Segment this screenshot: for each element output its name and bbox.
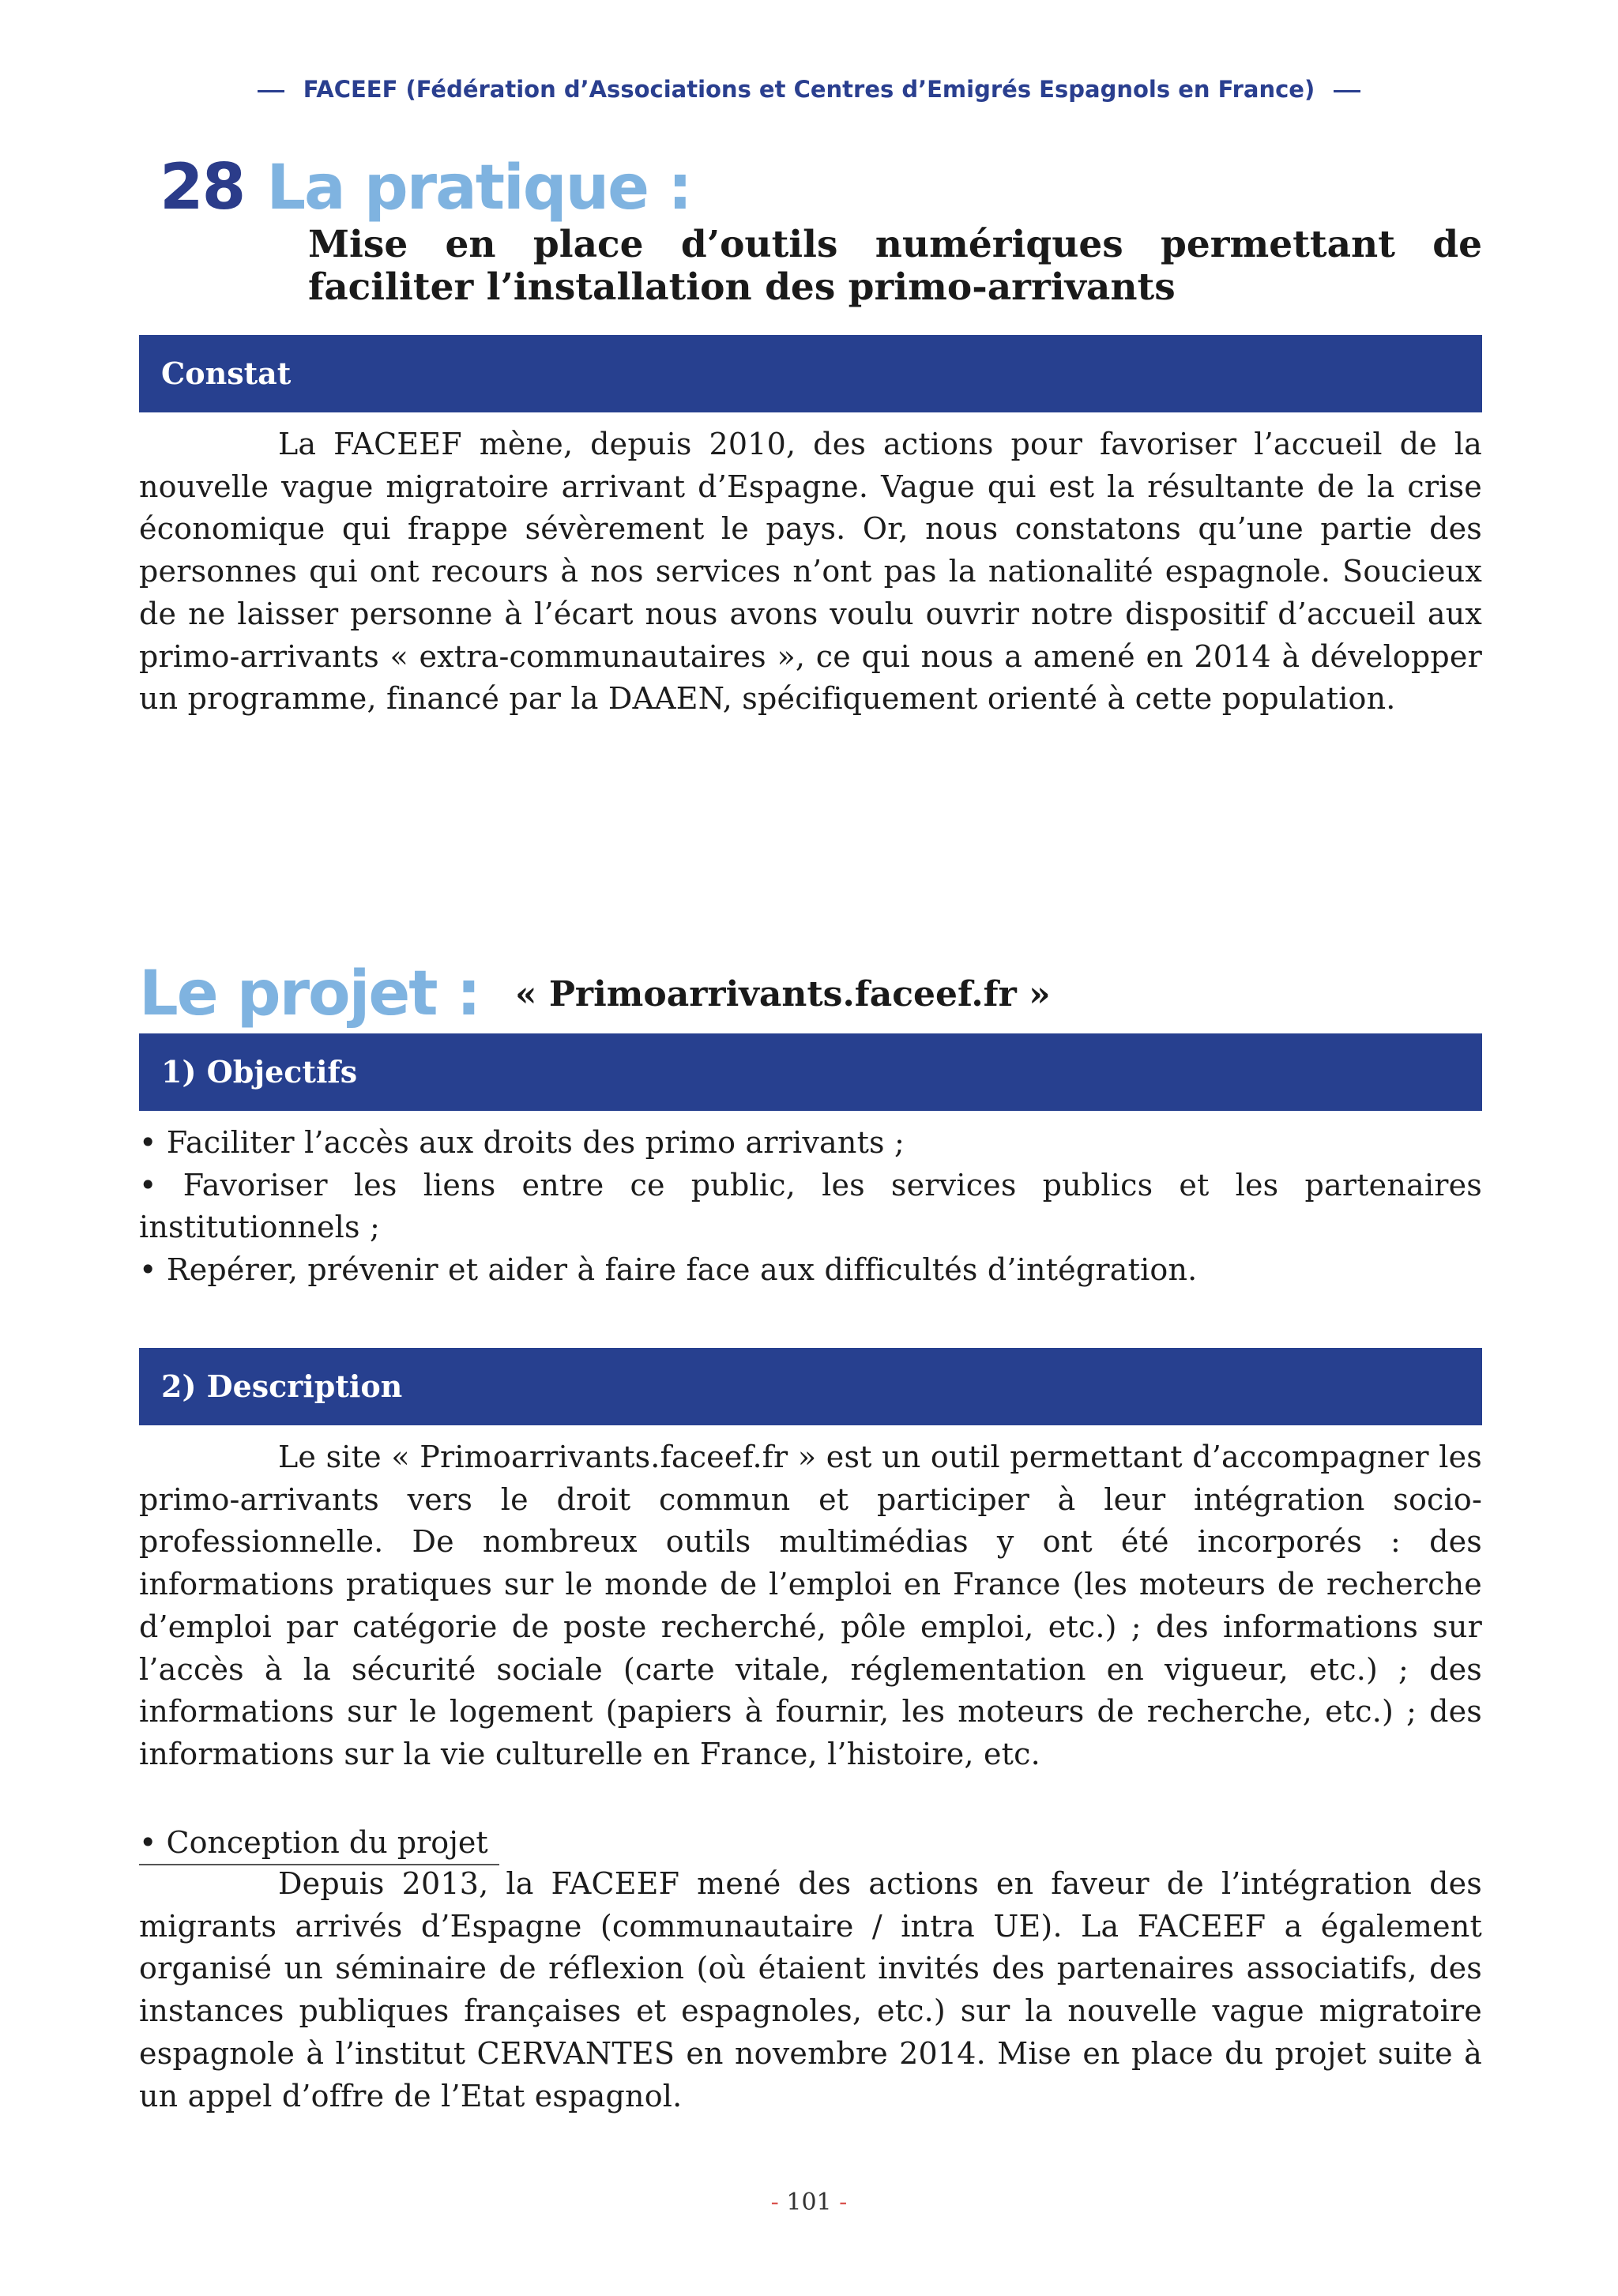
pratique-subtitle: Mise en place d’outils numériques permettant de faciliter l’installation des primo-arrivants <box>308 223 1482 309</box>
page-number-dash-right: - <box>831 2189 848 2216</box>
pratique-title: La pratique : <box>266 152 691 224</box>
projet-title: Le projet : <box>139 958 480 1029</box>
page-number-dash-left: - <box>770 2189 787 2216</box>
projet-heading <box>139 958 480 1029</box>
running-header <box>0 76 1618 103</box>
practice-number: 28 <box>160 150 245 224</box>
constat-bar: Constat <box>139 335 1482 412</box>
header-left-rule <box>258 90 284 92</box>
description-bar: 2) Description <box>139 1348 1482 1425</box>
constat-paragraph: La FACEEF mène, depuis 2010, des actions pour favoriser l’accueil de la nouvelle vague migratoire arrivant d’Espagne. Vague qui est la résultante de la crise économique qui frappe sévèrement le pays. Or, nous constatons qu’une partie des personnes qui ont recours à nos services n’ont pas la nationalité espagnole. Soucieux de ne laisser personne à l’écart nous avons voulu ouvrir notre dispositif d’accueil aux primo-arrivants « extra-communautaires », ce qui nous a amené en 2014 à développer un programme, financé par la DAAEN, spécifiquement orienté à cette population. <box>139 427 1482 717</box>
objectifs-bar: 1) Objectifs <box>139 1033 1482 1111</box>
page-number <box>0 2189 1618 2216</box>
header-text: FACEEF (Fédération d’Associations et Centres d’Emigrés Espagnols en France) <box>303 76 1315 103</box>
description-paragraph: Le site « Primoarrivants.faceef.fr » est un outil permettant d’accompagner les primo-arrivants vers le droit commun et participer à leur intégration socio-professionnelle. De nombreux outils multimédias y ont été incorporés : des informations pratiques sur le monde de l’emploi en France (les moteurs de recherche d’emploi par catégorie de poste recherché, pôle emploi, etc.) ; des informations sur l’accès à la sécurité sociale (carte vitale, réglementation en vigueur, etc.) ; des informations sur le logement (papiers à fournir, les moteurs de recherche, etc.) ; des informations sur la vie culturelle en France, l’histoire, etc. <box>139 1440 1482 1771</box>
objectifs-list <box>139 1122 1482 1292</box>
conception-paragraph: Depuis 2013, la FACEEF mené des actions en faveur de l’intégration des migrants arrivés d’Espagne (communautaire / intra UE). La FACEEF a également organisé un séminaire de réflexion (où étaient invités des partenaires associatifs, des instances publiques françaises et espagnoles, etc.) sur la nouvelle vague migratoire espagnole à l’institut CERVANTES en novembre 2014. Mise en place du projet suite à un appel d’offre de l’Etat espagnol. <box>139 1866 1482 2113</box>
list-item: • Favoriser les liens entre ce public, les services publics et les partenaires institutionnels ; <box>139 1167 1482 1245</box>
list-item: • Repérer, prévenir et aider à faire face aux difficultés d’intégration. <box>139 1252 1198 1288</box>
header-right-rule <box>1334 90 1360 92</box>
project-name: « Primoarrivants.faceef.fr » <box>515 974 1051 1014</box>
page-number-value: 101 <box>786 2189 832 2216</box>
list-item: • Faciliter l’accès aux droits des primo arrivants ; <box>139 1125 905 1160</box>
conception-heading: • Conception du projet <box>139 1821 499 1865</box>
pratique-heading <box>160 150 690 224</box>
